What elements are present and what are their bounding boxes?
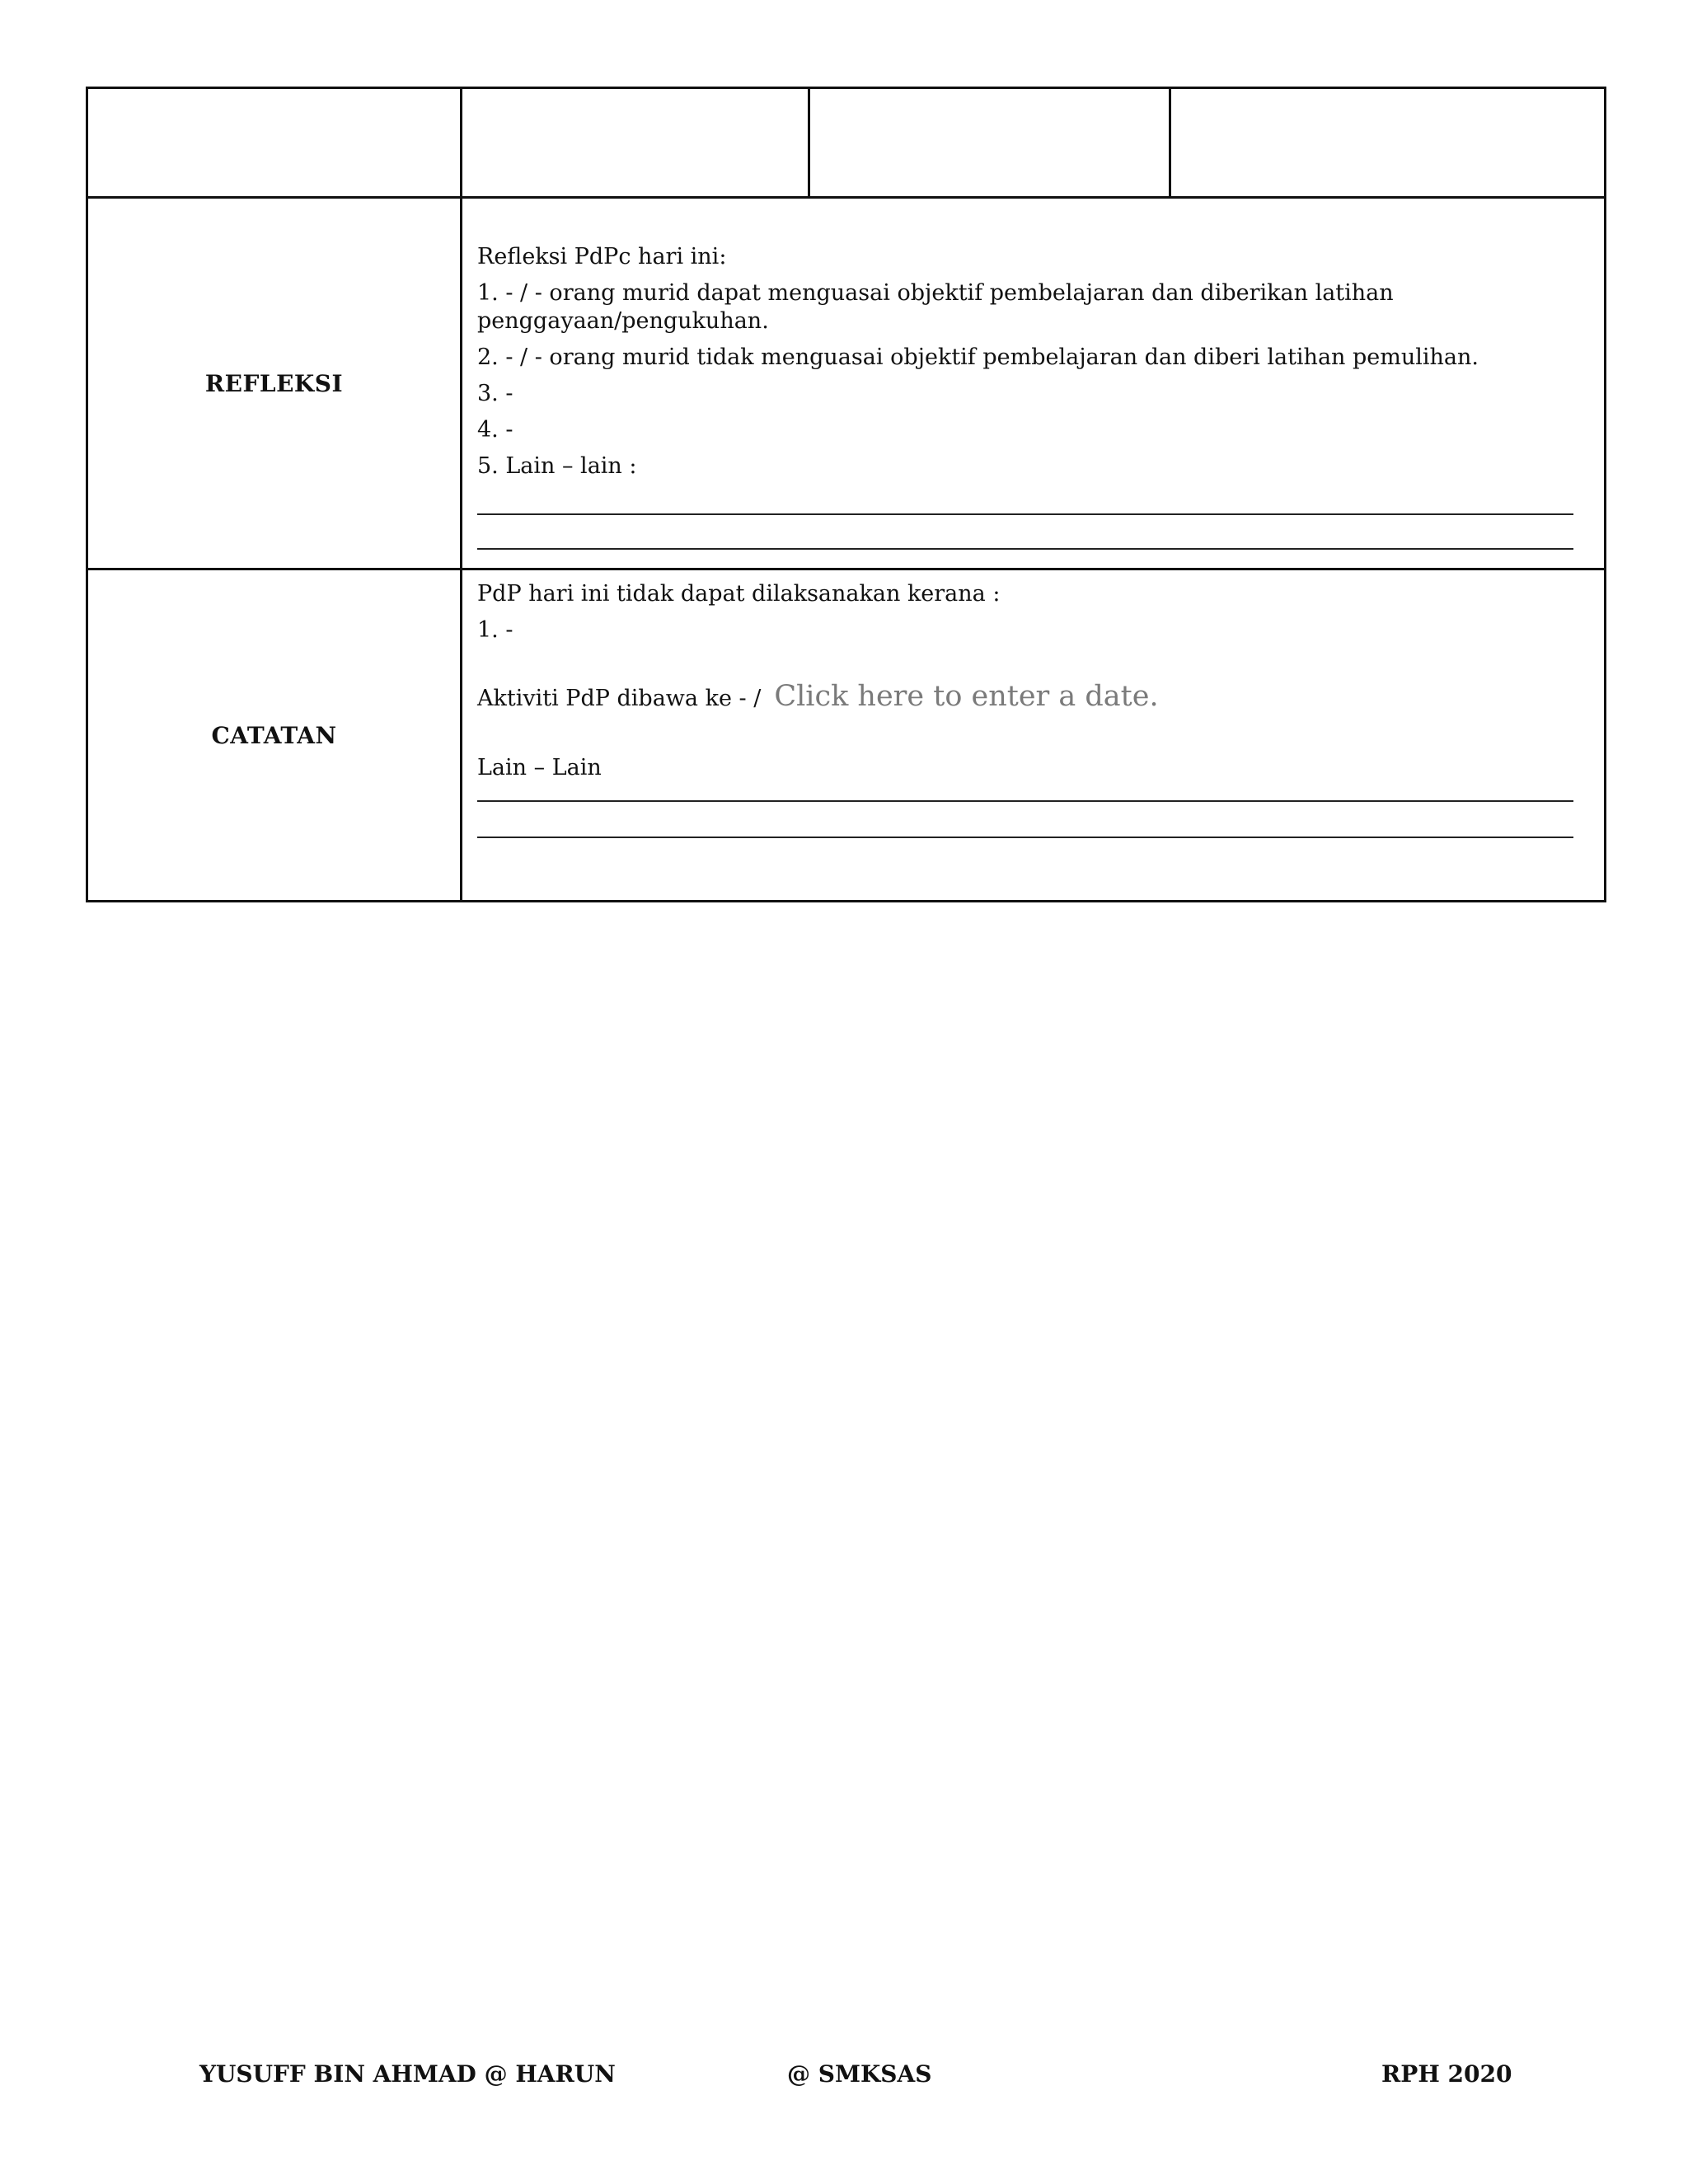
- refleksi-blank-line-2[interactable]: [477, 548, 1573, 550]
- table-row-top: [87, 88, 1606, 198]
- catatan-content: [462, 570, 1604, 838]
- table-row-refleksi: [87, 198, 1606, 569]
- catatan-aktiviti-text: Aktiviti PdP dibawa ke - /: [477, 686, 762, 711]
- catatan-blank-line-1[interactable]: [477, 800, 1573, 802]
- catatan-lain-lain: Lain – Lain: [477, 755, 602, 780]
- rph-table: [86, 87, 1606, 902]
- catatan-label: CATATAN: [87, 569, 462, 902]
- refleksi-label: REFLEKSI: [87, 198, 462, 569]
- refleksi-line-1: 1. - / - orang murid dapat menguasai objektif pembelajaran dan diberikan latihan: [477, 280, 1394, 306]
- table-row-catatan: [87, 569, 1606, 902]
- refleksi-blank-line-1[interactable]: [477, 513, 1573, 515]
- top-cell-2: [462, 88, 809, 198]
- footer-school: @ SMKSAS: [787, 2060, 932, 2088]
- refleksi-line-5: 5. Lain – lain :: [477, 453, 637, 479]
- catatan-blank-line-2[interactable]: [477, 837, 1573, 838]
- footer-doc-label: RPH 2020: [1381, 2060, 1512, 2088]
- refleksi-line-1-cont: penggayaan/pengukuhan.: [477, 308, 769, 334]
- top-cell-1: [87, 88, 462, 198]
- refleksi-intro: Refleksi PdPc hari ini:: [477, 244, 727, 269]
- top-cell-4: [1170, 88, 1606, 198]
- catatan-aktiviti-line: [477, 682, 1579, 713]
- catatan-intro: PdP hari ini tidak dapat dilaksanakan kerana :: [477, 581, 1001, 607]
- refleksi-line-2: 2. - / - orang murid tidak menguasai objektif pembelajaran dan diberi latihan pemulihan.: [477, 344, 1479, 370]
- refleksi-line-3: 3. -: [477, 381, 513, 406]
- top-cell-3: [809, 88, 1170, 198]
- refleksi-content: [462, 199, 1604, 550]
- footer-author: YUSUFF BIN AHMAD @ HARUN: [199, 2060, 616, 2088]
- catatan-line-1: 1. -: [477, 617, 513, 643]
- catatan-content-cell: [462, 569, 1606, 902]
- refleksi-content-cell: [462, 198, 1606, 569]
- refleksi-line-4: 4. -: [477, 417, 513, 443]
- date-picker-field[interactable]: Click here to enter a date.: [774, 680, 1159, 713]
